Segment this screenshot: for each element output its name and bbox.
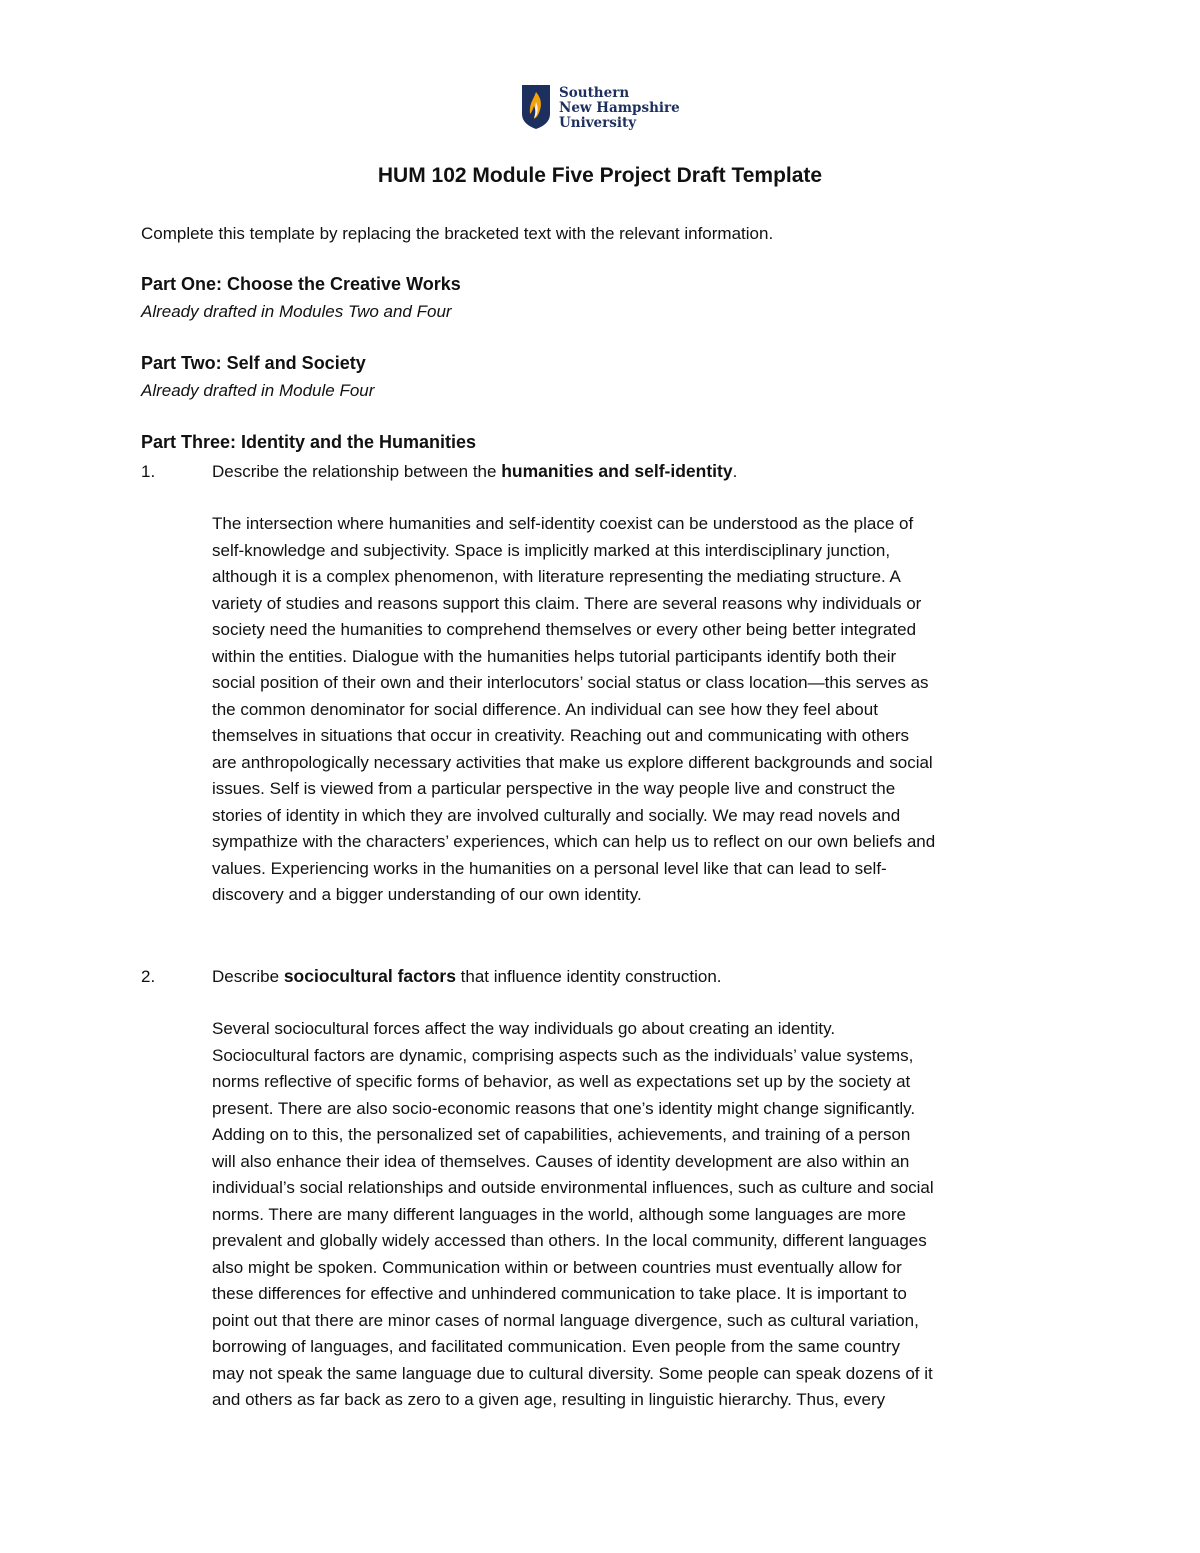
- answer-line: The intersection where humanities and self-identity coexist can be understood as the place of: [212, 514, 914, 533]
- question-1-prefix: Describe the relationship between the: [212, 462, 502, 481]
- answer-line: prevalent and globally widely accessed than others. In the local community, different languages: [212, 1231, 927, 1250]
- question-1-prompt: [212, 461, 737, 482]
- answer-line: present. There are also socio-economic reasons that one’s identity might change significantly.: [212, 1098, 916, 1118]
- question-2-bold: sociocultural factors: [283, 966, 456, 986]
- answer-line: self-knowledge and subjectivity. Space is implicitly marked at this interdisciplinary junction,: [212, 540, 891, 560]
- answer-line: are anthropologically necessary activities that make us explore different backgrounds and social: [212, 752, 933, 772]
- question-1-number: 1.: [141, 462, 156, 481]
- answer-line: Sociocultural factors are dynamic, comprising aspects such as the individuals’ value systems,: [212, 1045, 914, 1065]
- answer-line: stories of identity in which they are involved culturally and socially. We may read novels and: [212, 805, 901, 825]
- page-title: HUM 102 Module Five Project Draft Template: [377, 164, 823, 187]
- part-one-note: Already drafted in Modules Two and Four: [141, 302, 452, 321]
- answer-line: issues. Self is viewed from a particular perspective in the way people live and construct the: [212, 779, 896, 798]
- logo-line-2: New Hampshire: [559, 100, 680, 116]
- answer-line: within the entities. Dialogue with the humanities helps tutorial participants identify both their: [212, 646, 897, 666]
- answer-line: sympathize with the characters’ experiences, which can help us to reflect on our own beliefs and: [212, 832, 936, 851]
- answer-line: and others as far back as zero to a given age, resulting in linguistic hierarchy. Thus, every: [212, 1390, 886, 1409]
- shield-flame-icon: [521, 84, 551, 130]
- answer-line: the common denominator for social difference. An individual can see how they feel about: [212, 699, 878, 719]
- part-two-heading: Part Two: Self and Society: [141, 353, 366, 373]
- answer-line: point out that there are minor cases of normal language divergence, such as cultural variation,: [212, 1310, 919, 1330]
- answer-line: variety of studies and reasons support this claim. There are several reasons why individuals or: [212, 593, 922, 613]
- university-name: [559, 86, 680, 131]
- question-2-prompt: [212, 966, 722, 987]
- answer-line: will also enhance their idea of themselves. Causes of identity development are also within an: [212, 1151, 910, 1171]
- question-1-suffix: .: [732, 462, 738, 481]
- instructions-text: Complete this template by replacing the bracketed text with the relevant information.: [141, 224, 774, 243]
- answer-line: may not speak the same language due to cultural diversity. Some people can speak dozens of it: [212, 1363, 933, 1383]
- university-logo: [521, 84, 680, 131]
- answer-line: although it is a complex phenomenon, with literature representing the mediating structure. A: [212, 567, 901, 586]
- answer-line: Several sociocultural forces affect the way individuals go about creating an identity.: [212, 1019, 836, 1038]
- question-2-answer: [212, 1016, 1072, 1414]
- question-1-bold: humanities and self-identity: [501, 461, 733, 481]
- part-two-note: Already drafted in Module Four: [141, 381, 375, 400]
- part-three-heading: Part Three: Identity and the Humanities: [141, 432, 477, 452]
- answer-line: norms. There are many different languages in the world, although some languages are more: [212, 1204, 906, 1224]
- logo-line-3: University: [559, 115, 637, 131]
- answer-line: Adding on to this, the personalized set of capabilities, achievements, and training of a person: [212, 1125, 911, 1144]
- answer-line: norms reflective of specific forms of behavior, as well as expectations set up by the society at: [212, 1072, 911, 1091]
- answer-line: values. Experiencing works in the humanities on a personal level like that can lead to self-: [212, 858, 887, 878]
- answer-line: society need the humanities to comprehend themselves or every other being better integrated: [212, 620, 917, 639]
- answer-line: borrowing of languages, and facilitated communication. Even people from the same country: [212, 1337, 900, 1356]
- logo-line-1: Southern: [559, 85, 630, 101]
- answer-line: individual’s social relationships and outside environmental influences, such as culture and social: [212, 1178, 934, 1197]
- part-one-heading: Part One: Choose the Creative Works: [141, 274, 461, 294]
- answer-line: also might be spoken. Communication within or between countries must eventually allow for: [212, 1257, 902, 1277]
- question-1-answer: [212, 511, 1072, 909]
- answer-line: discovery and a bigger understanding of our own identity.: [212, 885, 642, 904]
- question-2-number: 2.: [141, 967, 156, 986]
- answer-line: themselves in situations that occur in creativity. Reaching out and communicating with others: [212, 726, 910, 745]
- answer-line: these differences for effective and unhindered communication to take place. It is important to: [212, 1284, 907, 1303]
- question-2-prefix: Describe: [212, 967, 284, 986]
- answer-line: social position of their own and their interlocutors’ social status or class location—this serves as: [212, 673, 929, 692]
- question-2-suffix: that influence identity construction.: [455, 967, 722, 986]
